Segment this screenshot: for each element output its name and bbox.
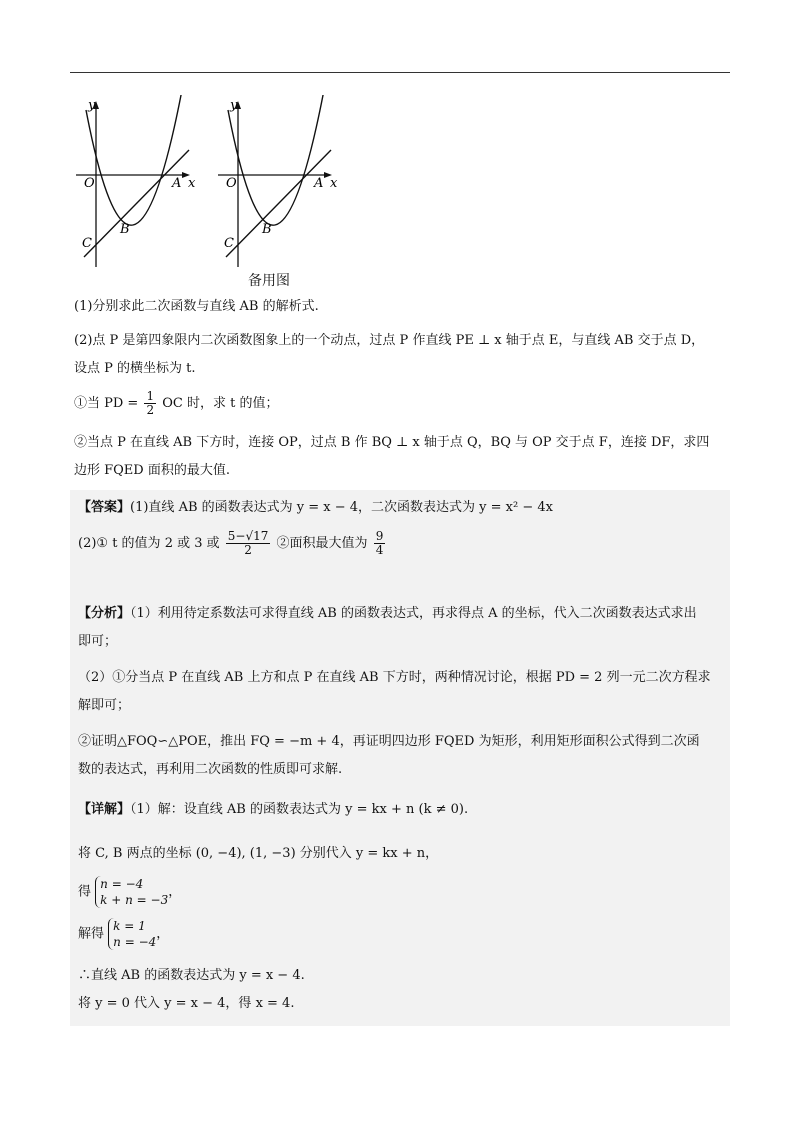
answer-line2-pre: (2)① t 的值为 2 或 3 或 bbox=[78, 536, 220, 551]
question-sub2-line1: ②当点 P 在直线 AB 下方时，连接 OP，过点 B 作 BQ ⊥ x 轴于点 Q，BQ 与 OP 交于点 F，连接 DF，求四 bbox=[74, 435, 710, 450]
detail-line2: 将 C, B 两点的坐标 (0, −4), (1, −3) 分别代入 y = kx + n， bbox=[78, 846, 439, 861]
frac-numerator: 1 bbox=[146, 389, 155, 403]
frac-numerator: 9 bbox=[375, 529, 384, 543]
equation: n = −4 bbox=[100, 877, 144, 891]
frac-numerator: 5−√17 bbox=[227, 529, 269, 543]
header-rule bbox=[70, 72, 730, 73]
detail-text: （1）解：设直线 AB 的函数表达式为 y = kx + n (k ≠ 0). bbox=[130, 802, 469, 817]
question-sub2-line2: 边形 FQED 面积的最大值. bbox=[74, 463, 230, 478]
question-sub1 bbox=[74, 390, 734, 417]
analysis-line3: （2）①分当点 P 在直线 AB 上方和点 P 在直线 AB 下方时，两种情况讨论，根据 PD = 2 列一元二次方程求 bbox=[78, 670, 711, 685]
analysis-line1 bbox=[78, 604, 728, 624]
label-B: B bbox=[120, 222, 130, 237]
equation-system2 bbox=[108, 918, 156, 950]
analysis-line6: 数的表达式，再利用二次函数的性质即可求解. bbox=[78, 762, 343, 777]
detail-line6: 将 y = 0 代入 y = x − 4，得 x = 4. bbox=[78, 996, 295, 1011]
answer-line2 bbox=[78, 530, 728, 557]
label-y: y bbox=[230, 98, 238, 113]
analysis-label: 【分析】 bbox=[78, 606, 131, 621]
label-A: A bbox=[172, 176, 182, 191]
frac-denominator: 4 bbox=[375, 543, 384, 557]
sub1-post: OC 时，求 t 的值； bbox=[162, 396, 279, 411]
answer-text1: (1)直线 AB 的函数表达式为 y = x − 4，二次函数表达式为 y = x² − 4x bbox=[130, 500, 553, 515]
system1-pre: 得 bbox=[78, 884, 92, 900]
label-y: y bbox=[88, 98, 96, 113]
figure-caption: 备用图 bbox=[248, 273, 290, 289]
frac-denominator: 2 bbox=[244, 543, 252, 557]
analysis-line5: ②证明△FOQ∽△POE，推出 FQ = −m + 4，再证明四边形 FQED 为矩形，利用矩形面积公式得到二次函 bbox=[78, 734, 700, 749]
label-A: A bbox=[314, 176, 324, 191]
answer-line1 bbox=[78, 498, 728, 518]
function-graphs-figure bbox=[74, 95, 364, 270]
system2-pre: 解得 bbox=[78, 926, 105, 942]
graph-left bbox=[76, 95, 196, 267]
detail-line5: ∴直线 AB 的函数表达式为 y = x − 4. bbox=[78, 968, 305, 983]
system1-post: ， bbox=[168, 884, 182, 900]
label-O: O bbox=[84, 176, 95, 191]
label-C: C bbox=[224, 236, 234, 251]
equation-system1 bbox=[95, 876, 168, 908]
equation: k = 1 bbox=[113, 919, 146, 933]
detail-system1 bbox=[78, 876, 728, 908]
equation: n = −4 bbox=[113, 935, 157, 949]
label-O: O bbox=[226, 176, 237, 191]
detail-line1 bbox=[78, 800, 728, 820]
question-part2-line2: 设点 P 的横坐标为 t. bbox=[74, 361, 196, 376]
analysis-text: （1）利用待定系数法可求得直线 AB 的函数表达式，再求得点 A 的坐标，代入二次函数表达式求出 bbox=[130, 606, 697, 621]
answer-line2-mid: ②面积最大值为 bbox=[276, 536, 368, 551]
detail-label: 【详解】 bbox=[78, 802, 131, 817]
graph-right bbox=[218, 95, 338, 267]
label-x: x bbox=[330, 176, 338, 191]
fraction-t-value bbox=[226, 530, 271, 557]
fraction-half bbox=[144, 390, 156, 417]
question-part2-line1: (2)点 P 是第四象限内二次函数图象上的一个动点，过点 P 作直线 PE ⊥ x 轴于点 E，与直线 AB 交于点 D， bbox=[74, 333, 705, 348]
detail-system2 bbox=[78, 918, 728, 950]
analysis-line2: 即可； bbox=[78, 634, 118, 649]
label-B: B bbox=[262, 222, 272, 237]
frac-denominator: 2 bbox=[146, 403, 155, 417]
answer-label: 【答案】 bbox=[78, 500, 131, 515]
system2-post: ， bbox=[156, 926, 170, 942]
label-C: C bbox=[82, 236, 92, 251]
fraction-max-area bbox=[374, 530, 386, 557]
question-part1: (1)分别求此二次函数与直线 AB 的解析式. bbox=[74, 299, 319, 314]
analysis-line4: 解即可； bbox=[78, 698, 131, 713]
label-x: x bbox=[188, 176, 196, 191]
equation: k + n = −3 bbox=[100, 893, 169, 907]
sub1-pre: ①当 PD = bbox=[74, 396, 139, 411]
